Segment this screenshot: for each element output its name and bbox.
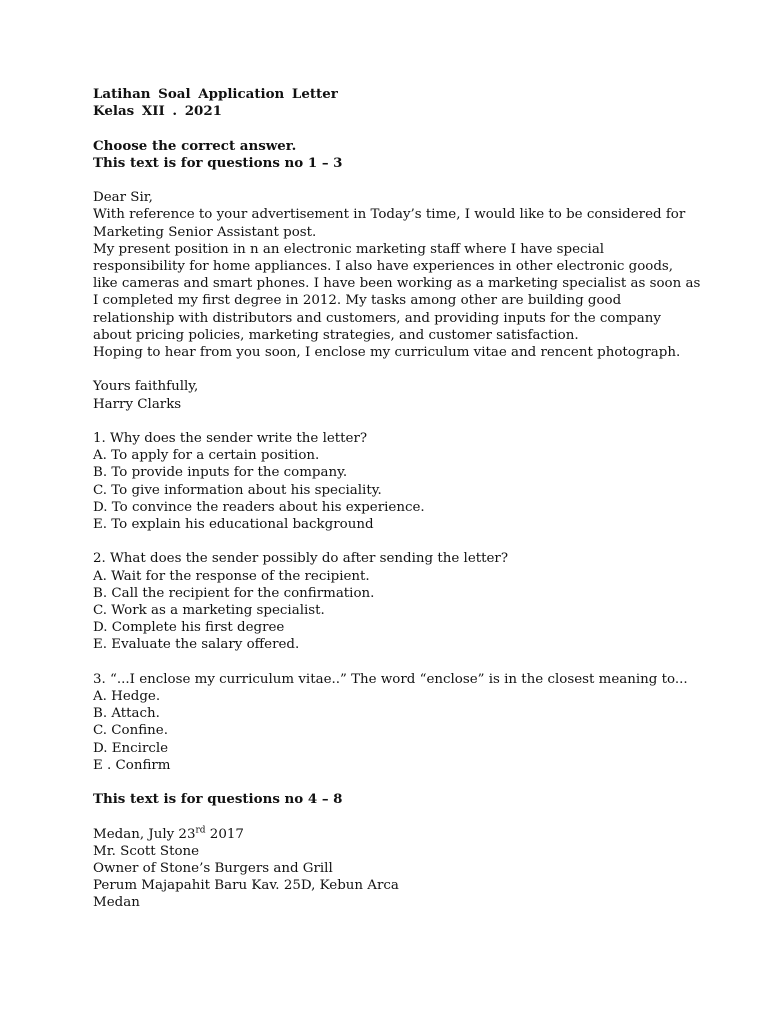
- spacer: [93, 654, 688, 671]
- letter-date: [93, 826, 688, 843]
- answer-option: B. Attach.: [93, 706, 160, 722]
- letter-body-line: responsibility for home appliances. I also have experiences in other electronic goods,: [93, 259, 674, 274]
- letter-body-line: like cameras and smart phones. I have been working as a marketing specialist as soon as: [93, 276, 701, 292]
- spacer: [93, 361, 688, 378]
- letter-signature: Harry Clarks: [93, 396, 182, 412]
- answer-option: D. Encircle: [93, 740, 169, 756]
- answer-option: E . Confirm: [93, 757, 171, 773]
- section-heading-2: This text is for questions no 4 – 8: [93, 791, 343, 808]
- spacer: [93, 413, 688, 430]
- answer-option: A. To apply for a certain position.: [93, 448, 320, 464]
- question-2: [93, 550, 688, 653]
- question-text: 3. “...I enclose my curriculum vitae..” The word “enclose” is in the closest meaning to...: [93, 671, 688, 687]
- letter-body-line: Hoping to hear from you soon, I enclose my curriculum vitae and rencent photograph.: [93, 345, 681, 361]
- spacer: [93, 120, 688, 137]
- letter-2: [93, 826, 688, 912]
- letter-1: [93, 189, 701, 413]
- document-title: Latihan Soal Application Letter: [93, 86, 338, 102]
- class-year: Kelas XII . 2021: [93, 103, 222, 120]
- answer-option: C. Work as a marketing specialist.: [93, 603, 325, 619]
- recipient-title: Owner of Stone’s Burgers and Grill: [93, 861, 333, 877]
- question-1: [93, 430, 688, 533]
- answer-option: D. Complete his first degree: [93, 620, 285, 636]
- letter-closing: Yours faithfully,: [93, 379, 199, 395]
- answer-option: C. Confine.: [93, 723, 168, 739]
- answer-option: B. To provide inputs for the company.: [93, 465, 348, 481]
- date-text: Medan, July 23: [93, 826, 196, 842]
- section-heading-1: This text is for questions no 1 – 3: [93, 154, 343, 171]
- letter-body-line: With reference to your advertisement in Today’s time, I would like to be considered for: [93, 207, 686, 223]
- letter-salutation: Dear Sir,: [93, 190, 153, 206]
- recipient-address: Perum Majapahit Baru Kav. 25D, Kebun Arca: [93, 878, 399, 894]
- question-text: 1. Why does the sender write the letter?: [93, 431, 368, 446]
- answer-option: E. Evaluate the salary offered.: [93, 637, 300, 653]
- date-year: 2017: [205, 826, 244, 842]
- spacer: [93, 533, 688, 550]
- letter-body-line: Marketing Senior Assistant post.: [93, 224, 317, 240]
- letter-body-line: relationship with distributors and customers, and providing inputs for the company: [93, 310, 661, 326]
- letter-body-line: about pricing policies, marketing strategies, and customer satisfaction.: [93, 327, 579, 343]
- recipient-name: Mr. Scott Stone: [93, 843, 200, 859]
- instruction-line: Choose the correct answer.: [93, 137, 297, 154]
- letter-body-line: I completed my first degree in 2012. My tasks among other are building good: [93, 293, 622, 309]
- answer-option: A. Hedge.: [93, 689, 161, 705]
- answer-option: E. To explain his educational background: [93, 517, 374, 533]
- letter-body-line: My present position in n an electronic marketing staff where I have special: [93, 241, 605, 257]
- spacer: [93, 808, 688, 825]
- question-3: [93, 671, 688, 774]
- answer-option: B. Call the recipient for the confirmation.: [93, 585, 375, 601]
- spacer: [93, 172, 688, 189]
- date-ordinal: rd: [195, 825, 206, 836]
- answer-option: D. To convince the readers about his experience.: [93, 499, 425, 515]
- answer-option: C. To give information about his speciality.: [93, 482, 382, 498]
- recipient-city: Medan: [93, 895, 140, 911]
- spacer: [93, 774, 688, 791]
- question-text: 2. What does the sender possibly do after sending the letter?: [93, 551, 509, 567]
- answer-option: A. Wait for the response of the recipient.: [93, 568, 370, 584]
